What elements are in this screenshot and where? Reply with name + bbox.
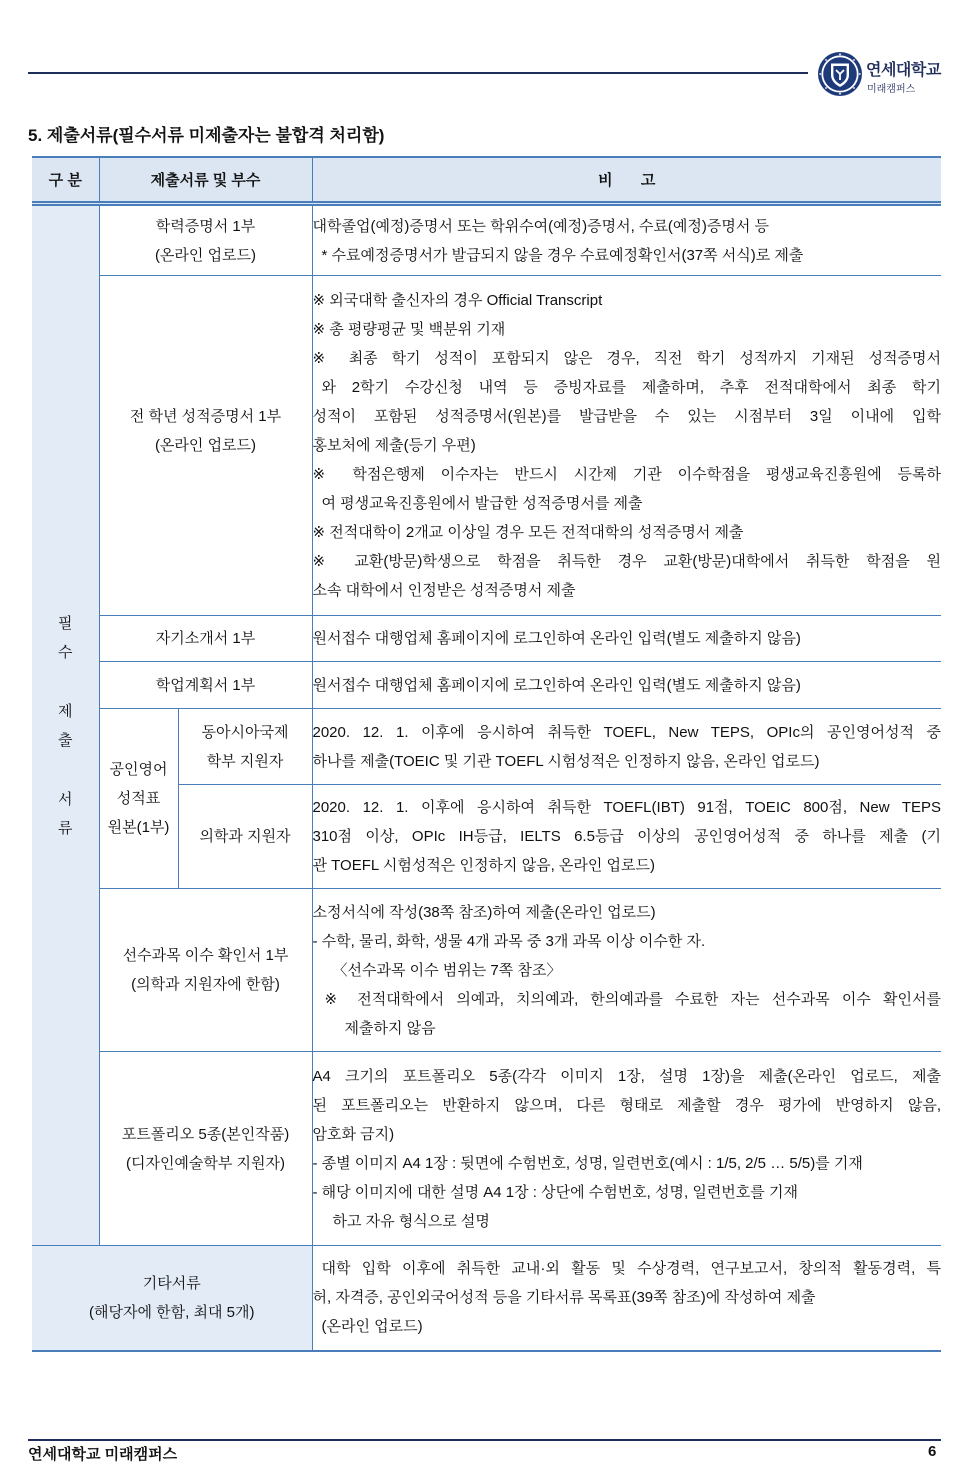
table-row xyxy=(32,276,941,616)
note-line: ※ 외국대학 출신자의 경우 Official Transcript xyxy=(312,292,603,309)
group-label-char: 제 xyxy=(58,702,73,720)
item-label-line: 기타서류 xyxy=(142,1274,201,1292)
document-item xyxy=(32,1246,312,1351)
item-label-line: 공인영어 xyxy=(109,761,168,778)
item-label-line: 원본(1부) xyxy=(107,819,170,836)
table-row xyxy=(32,616,941,662)
note-line: 2020. 12. 1. 이후에 응시하여 취득한 TOEFL, New TEPS, OPIc의 공인영어성적 중 xyxy=(312,723,941,741)
note-line: 제출하지 않음 xyxy=(344,1019,436,1037)
item-label-line: 선수과목 이수 확인서 1부 xyxy=(122,947,289,964)
note-line: - 해당 이미지에 대한 설명 A4 1장 : 상단에 수험번호, 성명, 일련번호를 기재 xyxy=(312,1183,798,1201)
item-label-line: (해당자에 한함, 최대 5개) xyxy=(89,1303,255,1321)
required-documents-group-label xyxy=(32,204,99,1246)
note-line: - 수학, 물리, 화학, 생물 4개 과목 중 3개 과목 이상 이수한 자. xyxy=(312,932,706,950)
note-line: 원서접수 대행업체 홈페이지에 로그인하여 온라인 입력(별도 제출하지 않음) xyxy=(312,676,801,694)
section-title: 5. 제출서류(필수서류 미제출자는 불합격 처리함) xyxy=(28,126,385,145)
note-line: (온라인 업로드) xyxy=(321,1318,423,1336)
note-line: 암호화 금지) xyxy=(312,1125,395,1143)
note-line: 원서접수 대행업체 홈페이지에 로그인하여 온라인 입력(별도 제출하지 않음) xyxy=(312,630,801,647)
group-label-char: 서 xyxy=(58,790,73,808)
document-item xyxy=(99,662,312,709)
group-label-char: 수 xyxy=(58,643,73,661)
header-rule xyxy=(28,72,808,74)
document-remarks xyxy=(312,889,941,1052)
item-label-line: 의학과 지원자 xyxy=(199,828,291,845)
item-label-line: 학부 지원자 xyxy=(206,752,284,770)
note-line: * 수료예정증명서가 발급되지 않을 경우 수료예정확인서(37쪽 서식)로 제출 xyxy=(321,246,804,264)
campus-name: 미래캠퍼스 xyxy=(867,84,916,95)
note-line: 와 2학기 수강신청 내역 등 증빙자료를 제출하며, 추후 전적대학에서 최종 학기 xyxy=(321,379,941,396)
note-line: 소정서식에 작성(38쪽 참조)하여 제출(온라인 업로드) xyxy=(312,903,656,921)
document-remarks xyxy=(312,616,941,662)
group-label-char: 필 xyxy=(58,614,73,632)
item-label-line: 동아시아국제 xyxy=(201,723,289,741)
note-line: 홍보처에 제출(등기 우편) xyxy=(312,437,476,454)
document-item xyxy=(99,204,312,276)
note-line: ※ 전적대학이 2개교 이상일 경우 모든 전적대학의 성적증명서 제출 xyxy=(312,524,744,541)
header-documents: 제출서류 및 부수 xyxy=(99,157,312,204)
note-line: 된 포트폴리오는 반환하지 않으며, 다른 형태로 제출할 경우 평가에 반영하지 않음, xyxy=(312,1096,941,1114)
header-category: 구 분 xyxy=(32,157,99,204)
item-label-line: (디자인예술학부 지원자) xyxy=(125,1154,286,1172)
document-item xyxy=(99,276,312,616)
note-line: 〈선수과목 이수 범위는 7쪽 참조〉 xyxy=(332,961,562,979)
page-number: 6 xyxy=(928,1443,937,1460)
item-label-line: (의학과 지원자에 한함) xyxy=(131,976,280,993)
note-line: ※ 총 평량평균 및 백분위 기재 xyxy=(312,321,506,338)
item-label-line: 포트폴리오 5종(본인작품) xyxy=(121,1125,290,1143)
table-header-row xyxy=(32,157,941,204)
note-line: 여 평생교육진흥원에서 발급한 성적증명서를 제출 xyxy=(321,495,643,512)
note-line: 허, 자격증, 공인외국어성적 등을 기타서류 목록표(39쪽 참조)에 작성하여 제출 xyxy=(312,1289,816,1307)
table-row xyxy=(32,1052,941,1246)
item-label-line: 자기소개서 1부 xyxy=(155,630,256,647)
table-row xyxy=(32,1246,941,1351)
footer-university: 연세대학교 미래캠퍼스 xyxy=(28,1446,178,1463)
applicant-type-label xyxy=(178,785,312,889)
group-label-char: 출 xyxy=(58,731,73,749)
note-line: A4 크기의 포트폴리오 5종(각각 이미지 1장, 설명 1장)을 제출(온라인 업로드, 제출 xyxy=(312,1067,941,1085)
note-line: 하고 자유 형식으로 설명 xyxy=(332,1212,490,1230)
table-row xyxy=(32,889,941,1052)
applicant-type-label xyxy=(178,709,312,785)
note-line: 관 TOEFL 시험성적은 인정하지 않음, 온라인 업로드) xyxy=(312,857,656,874)
item-label-line: 전 학년 성적증명서 1부 xyxy=(129,407,282,425)
note-line: - 종별 이미지 A4 1장 : 뒷면에 수험번호, 성명, 일련번호(예시 : 1/5, 2/5 … 5/5)를 기재 xyxy=(312,1154,863,1172)
item-label-line: 성적표 xyxy=(116,790,161,807)
note-line: 대학 입학 이후에 취득한 교내·외 활동 및 수상경력, 연구보고서, 창의적 활동경력, 특 xyxy=(321,1260,941,1278)
document-remarks xyxy=(312,785,941,889)
document-remarks xyxy=(312,1052,941,1246)
note-line: 소속 대학에서 인정받은 성적증명서 제출 xyxy=(312,582,576,599)
university-name: 연세대학교 xyxy=(866,62,941,79)
note-line: 하나를 제출(TOEIC 및 기관 TOEFL 시험성적은 인정하지 않음, 온라인 업로드) xyxy=(312,752,820,770)
note-line: ※ 전적대학에서 의예과, 치의예과, 한의예과를 수료한 자는 선수과목 이수 확인서를 xyxy=(324,990,941,1008)
document-item xyxy=(99,1052,312,1246)
note-line: 성적이 포함된 성적증명서(원본)를 발급받을 수 있는 시점부터 3일 이내에 입학 xyxy=(312,408,941,425)
document-item xyxy=(99,889,312,1052)
document-remarks xyxy=(312,709,941,785)
note-line: 310점 이상, OPIc IH등급, IELTS 6.5등급 이상의 공인영어성적 중 하나를 제출 (기 xyxy=(312,828,941,845)
note-line: ※ 최종 학기 성적이 포함되지 않은 경우, 직전 학기 성적까지 기재된 성적증명서 xyxy=(312,350,941,367)
note-line: 2020. 12. 1. 이후에 응시하여 취득한 TOEFL(IBT) 91점, TOEIC 800점, New TEPS xyxy=(312,799,941,816)
item-label-line: 학력증명서 1부 xyxy=(155,217,256,235)
table-row xyxy=(32,204,941,276)
university-emblem-icon xyxy=(817,51,863,97)
note-line: ※ 학점은행제 이수자는 반드시 시간제 기관 이수학점을 평생교육진흥원에 등록하 xyxy=(312,466,941,483)
note-line: ※ 교환(방문)학생으로 학점을 취득한 경우 교환(방문)대학에서 취득한 학점을 원 xyxy=(312,553,941,570)
item-label-line: (온라인 업로드) xyxy=(154,436,257,454)
item-label-line: 학업계획서 1부 xyxy=(155,676,256,694)
english-score-group-label xyxy=(99,709,178,889)
document-remarks xyxy=(312,1246,941,1351)
footer-rule xyxy=(28,1439,941,1441)
header-remarks: 비 고 xyxy=(312,157,941,204)
item-label-line: (온라인 업로드) xyxy=(154,246,257,264)
note-line: 대학졸업(예정)증명서 또는 학위수여(예정)증명서, 수료(예정)증명서 등 xyxy=(312,217,770,235)
table-row xyxy=(32,662,941,709)
submission-documents-table xyxy=(32,156,941,1352)
document-remarks xyxy=(312,662,941,709)
group-label-char: 류 xyxy=(58,819,73,837)
document-remarks xyxy=(312,276,941,616)
document-item xyxy=(99,616,312,662)
document-remarks xyxy=(312,204,941,276)
table-row xyxy=(32,709,941,785)
